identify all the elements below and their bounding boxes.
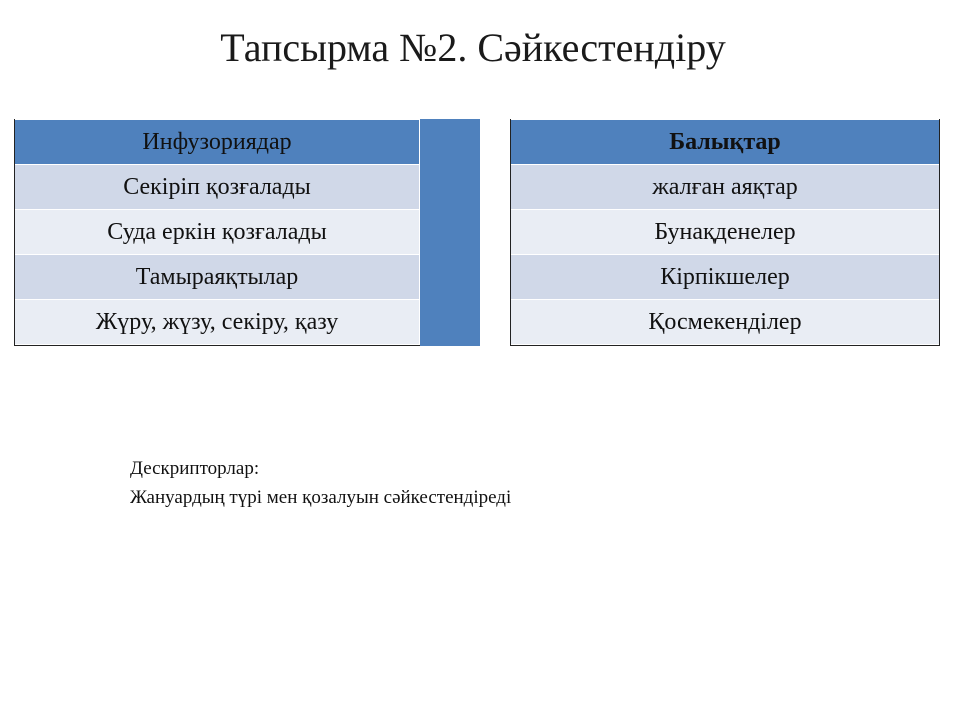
animals-table <box>14 119 420 345</box>
animals-cell: Секіріп қозғалады <box>15 165 420 210</box>
movement-header: Балықтар <box>511 120 940 165</box>
table-row <box>15 255 420 300</box>
animals-cell: Суда еркін қозғалады <box>15 210 420 255</box>
table-row <box>511 255 940 300</box>
movement-cell: жалған аяқтар <box>511 165 940 210</box>
movement-table <box>510 119 940 345</box>
table-header-row <box>511 120 940 165</box>
descriptors-block <box>130 454 511 512</box>
table-row <box>15 300 420 345</box>
movement-cell: Қосмекенділер <box>511 300 940 345</box>
movement-cell: Бунақденелер <box>511 210 940 255</box>
animals-cell: Тамыраяқтылар <box>15 255 420 300</box>
animals-header: Инфузориядар <box>15 120 420 165</box>
table-row <box>15 210 420 255</box>
slide-title: Тапсырма №2. Сәйкестендіру <box>220 25 726 70</box>
table-row <box>511 165 940 210</box>
table-row <box>15 165 420 210</box>
table-header-row <box>15 120 420 165</box>
descriptors-text: Жануардың түрі мен қозалуын сәйкестендіреді <box>130 487 512 508</box>
animals-cell: Жүру, жүзу, секіру, қазу <box>15 300 420 345</box>
matching-connector-bar <box>420 119 480 346</box>
table-row <box>511 300 940 345</box>
descriptors-label: Дескрипторлар: <box>130 458 260 479</box>
table-row <box>511 210 940 255</box>
movement-cell: Кірпікшелер <box>511 255 940 300</box>
